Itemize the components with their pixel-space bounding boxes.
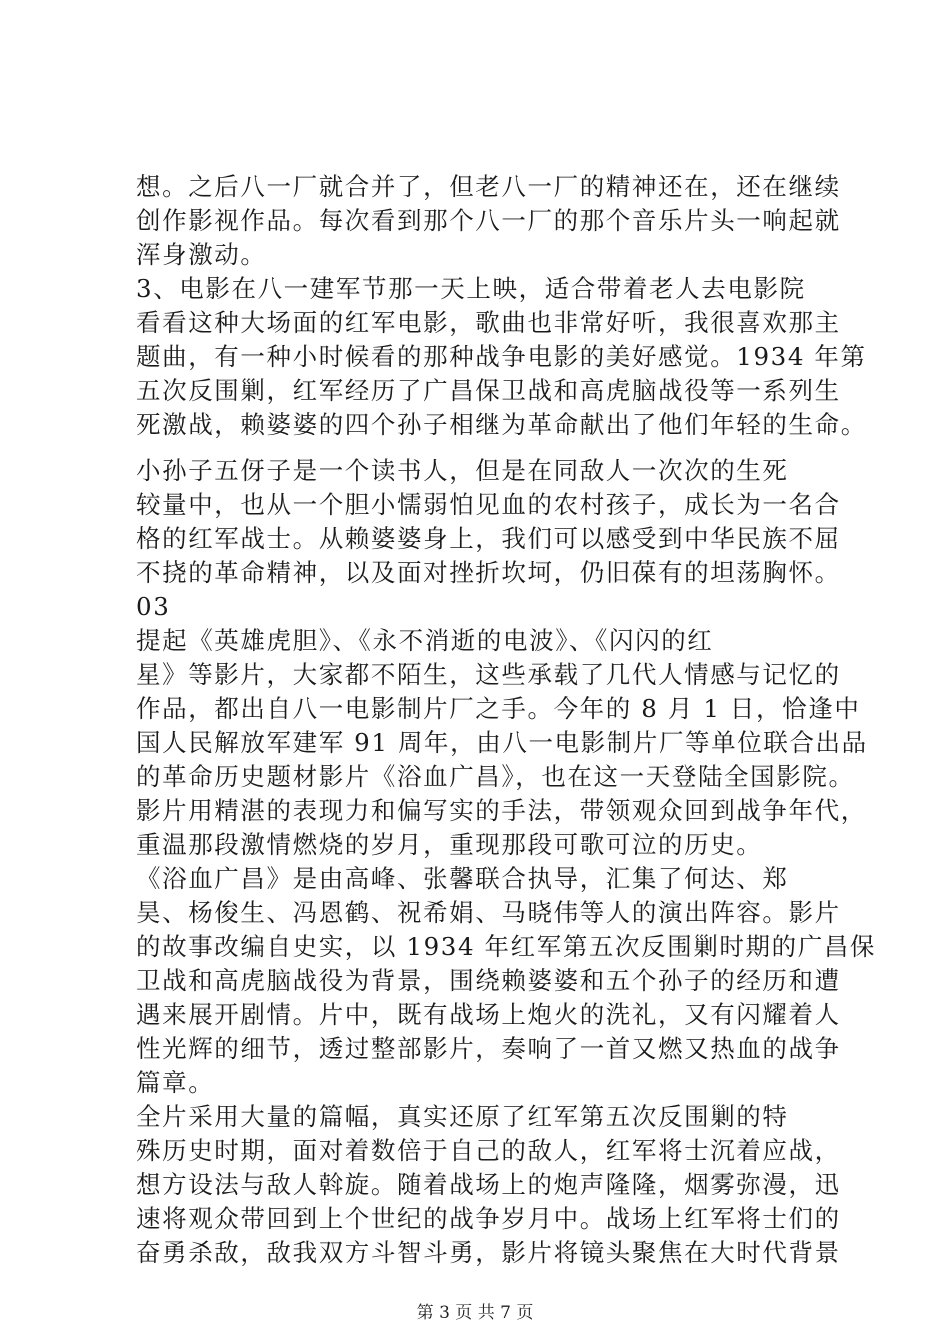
text-line: 星》等影片，大家都不陌生，这些承载了几代人情感与记忆的: [136, 660, 841, 689]
text-line: 想方设法与敌人斡旋。随着战场上的炮声隆隆，烟雾弥漫，迅: [136, 1170, 841, 1199]
text-line: 《浴血广昌》是由高峰、张馨联合执导，汇集了何达、郑: [136, 864, 789, 893]
text-line: 的革命历史题材影片《浴血广昌》，也在这一天登陆全国影院。: [136, 762, 855, 791]
text-line: 提起《英雄虎胆》、《永不消逝的电波》、《闪闪的红: [136, 626, 714, 655]
text-line: 格的红军战士。从赖婆婆身上，我们可以感受到中华民族不屈: [136, 524, 841, 553]
text-line: 题曲，有一种小时候看的那种战争电影的美好感觉。1934 年第: [136, 342, 867, 371]
page-number-footer: 第 3 页 共 7 页: [416, 1303, 534, 1323]
text-line: 昊、杨俊生、冯恩鹤、祝希娟、马晓伟等人的演出阵容。影片: [136, 898, 841, 927]
text-line: 影片用精湛的表现力和偏写实的手法，带领观众回到战争年代，: [136, 796, 867, 825]
text-line: 奋勇杀敌，敌我双方斗智斗勇，影片将镜头聚焦在大时代背景: [136, 1238, 841, 1267]
text-line: 殊历史时期，面对着数倍于自己的敌人，红军将士沉着应战，: [136, 1136, 841, 1165]
text-line: 篇章。: [136, 1068, 215, 1097]
text-line: 3、电影在八一建军节那一天上映，适合带着老人去电影院: [136, 274, 806, 303]
text-line: 较量中，也从一个胆小懦弱怕见血的农村孩子，成长为一名合: [136, 490, 841, 519]
text-line: 作品，都出自八一电影制片厂之手。今年的 8 月 1 日，恰逢中: [136, 694, 861, 723]
text-line: 全片采用大量的篇幅，真实还原了红军第五次反围剿的特: [136, 1102, 789, 1131]
text-line: 浑身激动。: [136, 240, 267, 269]
text-line: 卫战和高虎脑战役为背景，围绕赖婆婆和五个孙子的经历和遭: [136, 966, 841, 995]
text-line: 五次反围剿，红军经历了广昌保卫战和高虎脑战役等一系列生: [136, 376, 841, 405]
text-line: 国人民解放军建军 91 周年，由八一电影制片厂等单位联合出品: [136, 728, 868, 757]
text-line: 遇来展开剧情。片中，既有战场上炮火的洗礼，又有闪耀着人: [136, 1000, 841, 1029]
text-line: 03: [136, 592, 171, 621]
text-line: 速将观众带回到上个世纪的战争岁月中。战场上红军将士们的: [136, 1204, 841, 1233]
text-line: 不挠的革命精神，以及面对挫折坎坷，仍旧葆有的坦荡胸怀。: [136, 558, 841, 587]
text-line: 的故事改编自史实，以 1934 年红军第五次反围剿时期的广昌保: [136, 932, 877, 961]
text-line: 看看这种大场面的红军电影，歌曲也非常好听，我很喜欢那主: [136, 308, 841, 337]
text-line: 死激战，赖婆婆的四个孙子相继为革命献出了他们年轻的生命。: [136, 410, 867, 439]
text-line: 重温那段激情燃烧的岁月，重现那段可歌可泣的历史。: [136, 830, 763, 859]
text-line: 小孙子五伢子是一个读书人，但是在同敌人一次次的生死: [136, 456, 789, 485]
text-line: 想。之后八一厂就合并了，但老八一厂的精神还在，还在继续: [136, 172, 841, 201]
text-line: 性光辉的细节，透过整部影片，奏响了一首又燃又热血的战争: [136, 1034, 841, 1063]
text-line: 创作影视作品。每次看到那个八一厂的那个音乐片头一响起就: [136, 206, 841, 235]
